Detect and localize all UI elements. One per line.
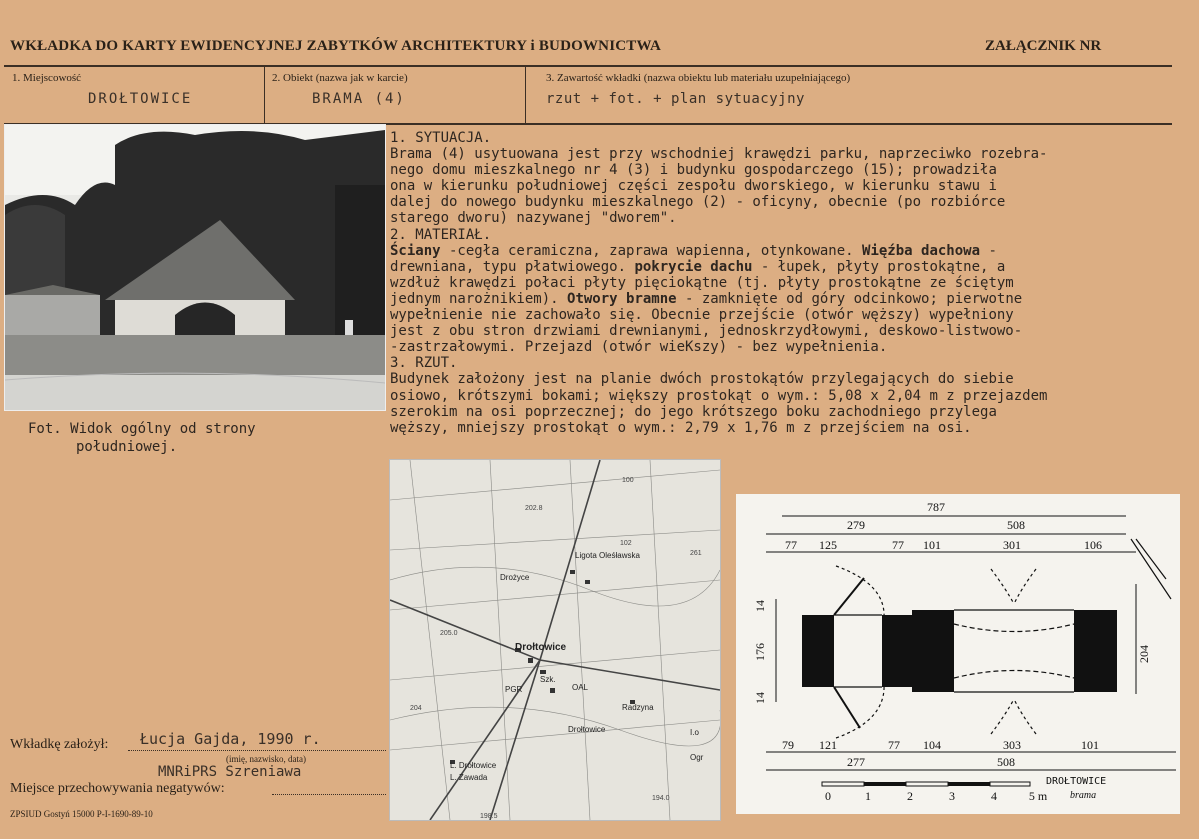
- map-label: Drożyce: [500, 573, 530, 582]
- text-line: osiowo, krótszymi bokami; większy prostokąt o wym.: 5,08 x 2,04 m z przejazdem: [390, 387, 1048, 404]
- plan-dimension: 303: [1003, 738, 1021, 752]
- map-label: Drołtowice: [515, 642, 567, 653]
- map-label: I.o: [690, 728, 699, 737]
- text-line: ona w kierunku południowej części zespołu dworskiego, w kierunku stawu i: [390, 178, 997, 195]
- author-line: [128, 750, 386, 751]
- caption-line: Fot. Widok ogólny od strony: [28, 421, 256, 437]
- text-run: -: [980, 242, 997, 259]
- plan-dimension: 101: [1081, 738, 1099, 752]
- text-line: nego domu mieszkalnego nr 4 (3) i budynku gospodarczego (15); prowadziła: [390, 162, 997, 179]
- plan-dimension: 787: [927, 500, 945, 514]
- plan-dimension: 104: [923, 738, 941, 752]
- map-label: OAL: [572, 683, 589, 692]
- map-label: Radzyna: [622, 703, 654, 712]
- map-height: 202.8: [525, 505, 543, 512]
- plan-dimension: 77: [785, 538, 797, 552]
- plan-dimension: 79: [782, 738, 794, 752]
- map-height: 261: [690, 550, 702, 557]
- text-line: Budynek założony jest na planie dwóch prostokątów przylegających do siebie: [390, 371, 1014, 388]
- bold-term: Otwory bramne: [567, 290, 677, 307]
- plan-dimension: 176: [753, 643, 767, 661]
- text-run: drewniana, typu płatwiowego.: [390, 258, 635, 275]
- floor-plan: [736, 494, 1180, 814]
- scale-label: 1: [865, 789, 871, 803]
- text-line: -zastrzałowymi. Przejazd (otwór wieKszy) - bez wypełnienia.: [390, 339, 888, 356]
- text-line: dalej do nowego budynku mieszkalnego (2) - oficyny, obecnie (po rozbiórce: [390, 194, 1006, 211]
- map-height: 204: [410, 705, 422, 712]
- storage-label: Miejsce przechowywania negatywów:: [10, 781, 225, 796]
- storage-value: MNRiPRS Szreniawa: [158, 764, 302, 780]
- plan-dimension: 14: [753, 600, 767, 612]
- bold-term: Więźba dachowa: [862, 242, 981, 259]
- map-label: L. Zawada: [450, 773, 488, 782]
- scale-label: 5 m: [1028, 789, 1048, 803]
- plan-dimension: 204: [1137, 645, 1151, 663]
- author-label: Wkładkę założył:: [10, 737, 109, 752]
- plan-dimension: 301: [1003, 538, 1021, 552]
- map-height: 205.0: [440, 630, 458, 637]
- content-value: rzut + fot. + plan sytuacyjny: [546, 91, 805, 107]
- author-hint: (imię, nazwisko, data): [226, 754, 306, 764]
- content-label: 3. Zawartość wkładki (nazwa obiektu lub materiału uzupełniającego): [546, 72, 851, 84]
- map-label: L. Drołtowice: [450, 761, 497, 770]
- text-line: starego dworu) nazywanej "dworem".: [390, 210, 677, 227]
- scale-label: 2: [907, 789, 913, 803]
- map-height: 102: [620, 540, 632, 547]
- text-run: jednym narożnikiem).: [390, 290, 568, 307]
- annex-label: ZAŁĄCZNIK NR: [985, 38, 1102, 54]
- locality-value: DROŁTOWICE: [88, 91, 193, 107]
- plan-dimension: 125: [819, 538, 837, 552]
- plan-dimension: 508: [997, 755, 1015, 769]
- section-heading: 3. RZUT.: [390, 355, 458, 372]
- text-line: szerokim na osi poprzecznej; do jego krótszego boku zachodniego przylega: [390, 403, 997, 420]
- map-label: Ogr: [690, 753, 704, 762]
- locality-label: 1. Miejscowość: [12, 72, 82, 84]
- map-label: Drołtowice: [568, 725, 606, 734]
- plan-dimension: 106: [1084, 538, 1102, 552]
- caption-line: południowej.: [76, 439, 178, 455]
- map-height: 194.0: [652, 795, 670, 802]
- plan-caption: DROŁTOWICE: [1046, 776, 1107, 787]
- storage-line: [272, 794, 386, 795]
- object-label: 2. Obiekt (nazwa jak w karcie): [272, 72, 408, 84]
- card-title: WKŁADKA DO KARTY EWIDENCYJNEJ ZABYTKÓW ARCHITEKTURY i BUDOWNICTWA: [10, 38, 662, 54]
- site-map: [389, 459, 721, 821]
- bold-term: Ściany: [390, 242, 441, 259]
- scale-label: 0: [825, 789, 831, 803]
- field-divider: [264, 67, 265, 123]
- text-line: wzdłuż krawędzi połaci płyty pięciokątne (tj. płyty prostokątne ze ściętym: [390, 274, 1014, 291]
- section-heading: 2. MATERIAŁ.: [390, 226, 492, 243]
- map-height: 198.5: [480, 813, 498, 820]
- map-label: PGR: [505, 685, 523, 694]
- text-line: Brama (4) usytuowana jest przy wschodniej krawędzi parku, naprzeciwko rozebra-: [390, 146, 1048, 163]
- plan-dimension: 77: [892, 538, 904, 552]
- description-text: [390, 130, 1190, 436]
- photo-caption: [28, 420, 256, 456]
- plan-caption: brama: [1070, 790, 1097, 801]
- plan-dimension: 277: [847, 755, 865, 769]
- gate-photo: [4, 124, 386, 411]
- plan-dimension: 121: [819, 738, 837, 752]
- plan-dimension: 14: [753, 692, 767, 704]
- scale-label: 3: [949, 789, 955, 803]
- map-label: Ligota Oleśławska: [575, 551, 640, 560]
- header-rule: [4, 65, 1172, 67]
- map-label: Szk.: [540, 675, 556, 684]
- text-line: wypełnienie nie zachowało się. Obecnie przejście (otwór węższy) wypełniony: [390, 307, 1014, 324]
- text-run: -cegła ceramiczna, zaprawa wapienna, otynkowane.: [440, 242, 863, 259]
- scale-label: 4: [991, 789, 997, 803]
- plan-dimension: 508: [1007, 518, 1025, 532]
- text-line: jest z obu stron drzwiami drewnianymi, jednoskrzydłowymi, deskowo-listwowo-: [390, 323, 1023, 340]
- bold-term: pokrycie dachu: [634, 258, 753, 275]
- plan-dimension: 279: [847, 518, 865, 532]
- print-info: ZPSIUD Gostyń 15000 P-I-1690-89-10: [10, 809, 153, 819]
- plan-dimension: 77: [888, 738, 900, 752]
- plan-dimension: 101: [923, 538, 941, 552]
- text-line: węższy, mniejszy prostokąt o wym.: 2,79 x 1,76 m z przejściem na osi.: [390, 419, 972, 436]
- map-height: 100: [622, 477, 634, 484]
- text-run: - łupek, płyty prostokątne, a: [752, 258, 1006, 275]
- object-value: BRAMA (4): [312, 91, 406, 107]
- field-divider: [525, 67, 526, 123]
- section-heading: 1. SYTUACJA.: [390, 130, 492, 146]
- author-value: Łucja Gajda, 1990 r.: [140, 730, 321, 748]
- text-run: - zamknięte od góry odcinkowo; pierwotne: [676, 290, 1023, 307]
